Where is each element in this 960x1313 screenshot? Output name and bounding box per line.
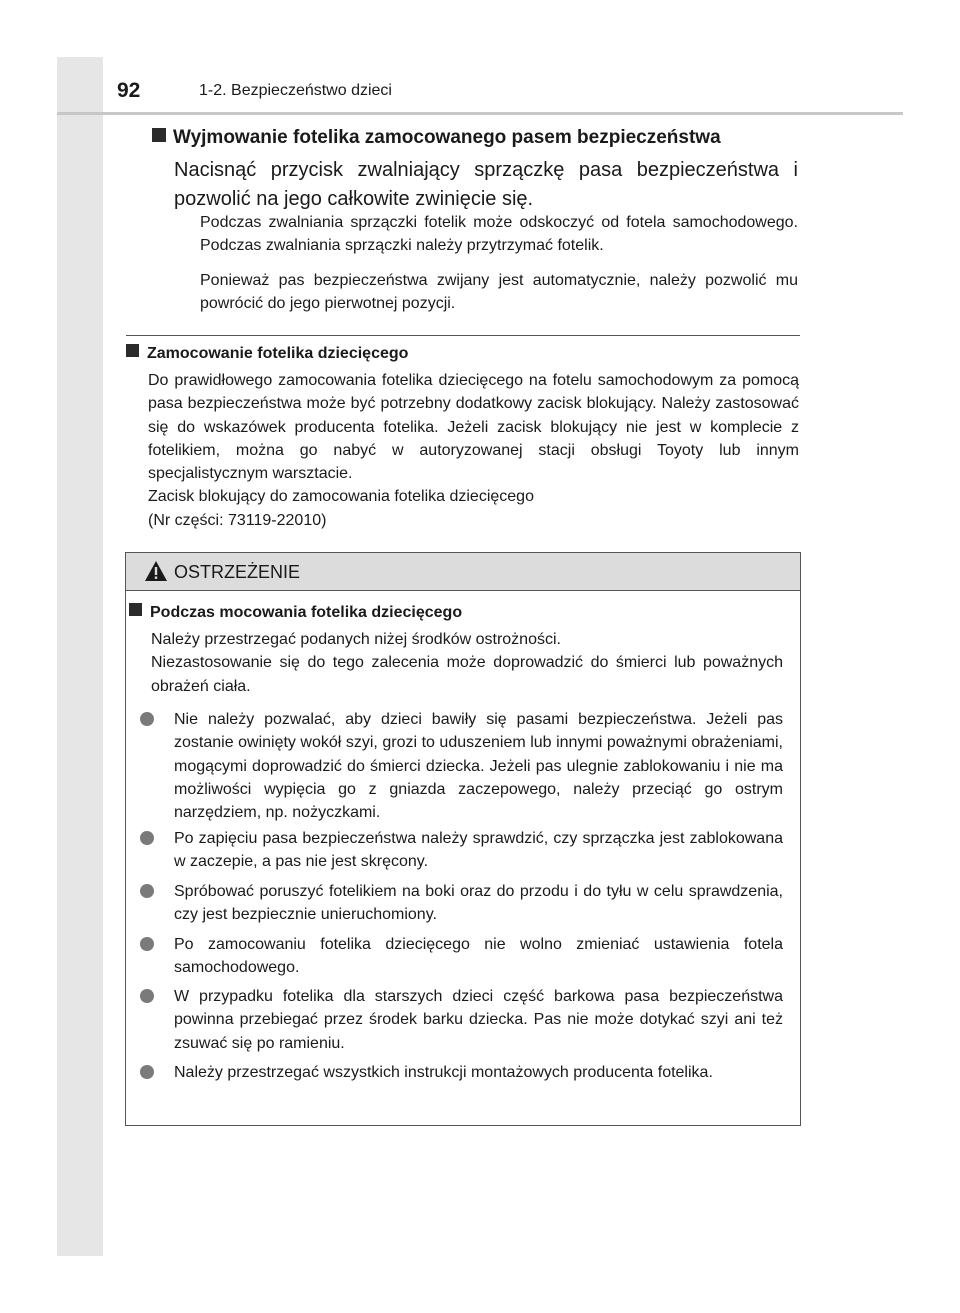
- bullet-dot-icon: [140, 1065, 154, 1079]
- warning-bullet-text: Po zapięciu pasa bezpieczeństwa należy sprawdzić, czy sprzączka jest zablokowana w zaczepie, a pas nie jest skręcony.: [174, 830, 783, 871]
- warning-triangle-icon: [144, 560, 168, 582]
- warning-bullet-text: Po zamocowaniu fotelika dziecięcego nie wolno zmieniać ustawienia fotela samochodowego.: [174, 936, 783, 977]
- removal-note-1: Podczas zwalniania sprzączki fotelik może odskoczyć od fotela samochodowego. Podczas zwalniania sprzączki należy przytrzymać fotelik.: [200, 214, 798, 254]
- bullet-dot-icon: [140, 884, 154, 898]
- warning-bullet: [140, 827, 783, 874]
- bullet-dot-icon: [140, 831, 154, 845]
- clip-name: Zacisk blokujący do zamocowania fotelika dziecięcego: [148, 488, 534, 506]
- bullet-dot-icon: [140, 712, 154, 726]
- removal-heading: [152, 127, 721, 149]
- bullet-dot-icon: [140, 989, 154, 1003]
- bullet-dot-icon: [140, 937, 154, 951]
- removal-heading-text: Wyjmowanie fotelika zamocowanego pasem bezpieczeństwa: [173, 127, 721, 148]
- mounting-heading-text: Zamocowanie fotelika dziecięcego: [147, 345, 409, 362]
- warning-consequence: Niezastosowanie się do tego zalecenia może doprowadzić do śmierci lub poważnych obrażeń ciała.: [151, 654, 783, 695]
- removal-instruction: Nacisnąć przycisk zwalniający sprzączkę pasa bezpieczeństwa i pozwolić na jego całkowite zwinięcie się.: [174, 159, 798, 210]
- warning-intro: [151, 628, 783, 698]
- warning-bullet: [140, 1061, 783, 1084]
- warning-bullet: [140, 708, 783, 824]
- square-bullet-icon: [152, 128, 166, 142]
- warning-bullet-text: Spróbować poruszyć fotelikiem na boki oraz do przodu i do tyłu w celu sprawdzenia, czy jest bezpiecznie unieruchomiony.: [174, 883, 783, 924]
- warning-intro-line: Należy przestrzegać podanych niżej środków ostrożności.: [151, 631, 561, 648]
- square-bullet-icon: [126, 344, 139, 357]
- warning-heading: [129, 603, 462, 622]
- page-header: [57, 57, 903, 115]
- warning-box: [125, 552, 801, 1126]
- warning-bullet: [140, 933, 783, 980]
- section-title: 1-2. Bezpieczeństwo dzieci: [199, 82, 392, 99]
- warning-heading-text: Podczas mocowania fotelika dziecięcego: [150, 604, 463, 621]
- page-number: 92: [117, 79, 141, 102]
- warning-title: OSTRZEŻENIE: [174, 562, 301, 582]
- mounting-paragraph: Do prawidłowego zamocowania fotelika dziecięcego na fotelu samochodowym za pomocą pasa bezpieczeństwa może być potrzebny dodatkowy zacisk blokujący. Należy zastosować się do wskazówek producenta fotelika. Jeżeli zacisk blokujący nie jest w komplecie z fotelikiem, można go nabyć w autoryzowanej stacji obsługi Toyoty lub innym specjalistycznym warsztacie.: [148, 372, 799, 483]
- section-divider: [126, 335, 800, 336]
- warning-bullet-text: W przypadku fotelika dla starszych dzieci część barkowa pasa bezpieczeństwa powinna przebiegać przez środek barku dziecka. Pas nie może dotykać szyi ani też zsuwać się po ramieniu.: [174, 988, 783, 1052]
- page-margin-band: [57, 57, 103, 1256]
- square-bullet-icon: [129, 603, 142, 616]
- removal-note-2: Ponieważ pas bezpieczeństwa zwijany jest automatycznie, należy pozwolić mu powrócić do jego pierwotnej pozycji.: [200, 272, 798, 312]
- mounting-body: [148, 369, 799, 532]
- warning-bullet-text: Należy przestrzegać wszystkich instrukcji montażowych producenta fotelika.: [174, 1064, 713, 1081]
- warning-bullet-text: Nie należy pozwalać, aby dzieci bawiły się pasami bezpieczeństwa. Jeżeli pas zostanie owinięty wokół szyi, grozi to uduszeniem lub innymi poważnymi obrażeniami, mogącymi doprowadzić do śmierci dziecka. Jeżeli pas ulegnie zablokowaniu i nie ma możliwości wypięcia go z gniazda zaczepowego, należy przeciąć go ostrym narzędziem, np. nożyczkami.: [174, 711, 783, 822]
- header-divider: [57, 112, 903, 115]
- mounting-heading: [126, 344, 408, 363]
- warning-bullet: [140, 880, 783, 927]
- warning-bullet: [140, 985, 783, 1055]
- warning-header: [126, 553, 800, 591]
- part-number: (Nr części: 73119-22010): [148, 511, 327, 529]
